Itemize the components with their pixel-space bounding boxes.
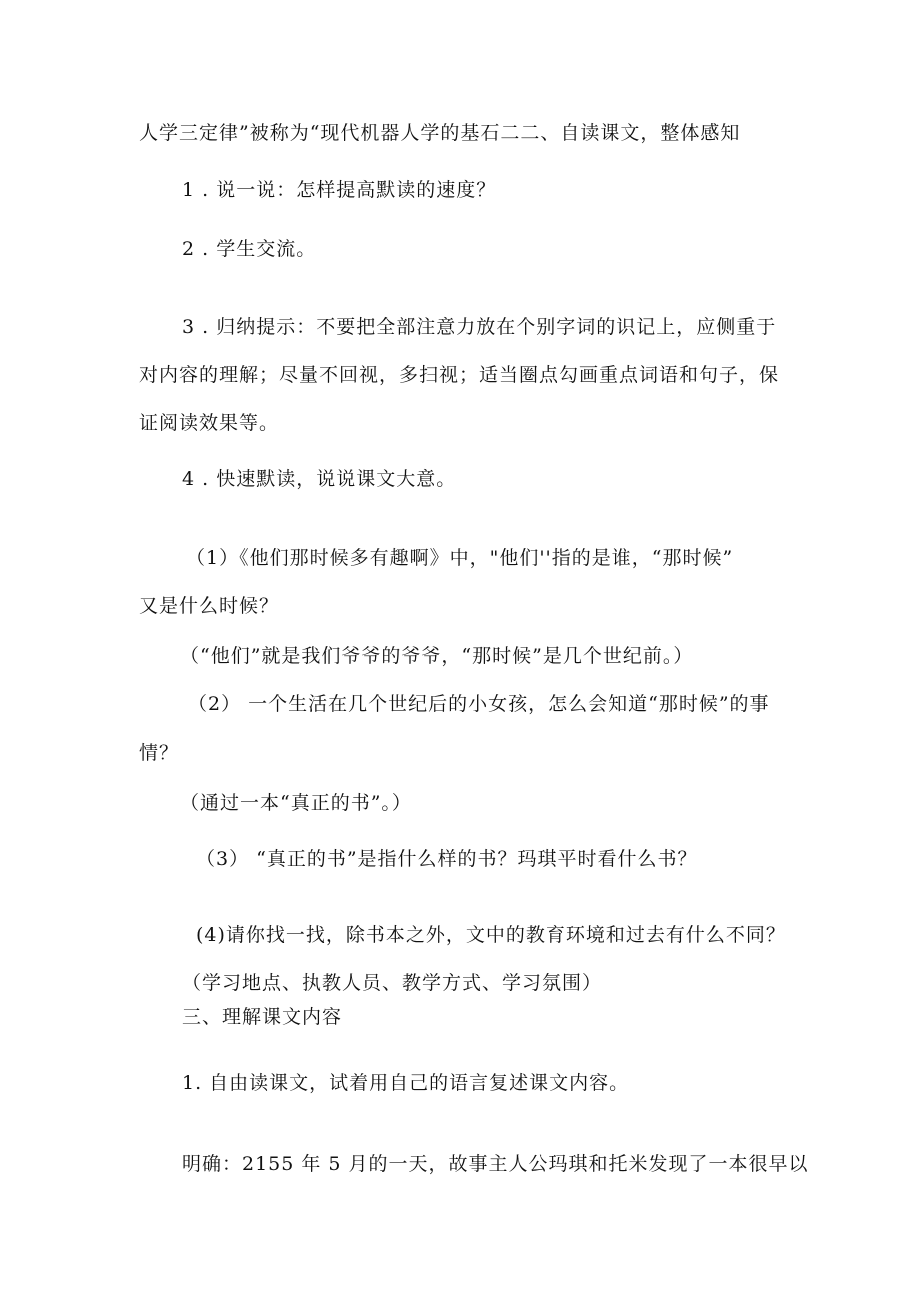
list-item-3-cont-2: 证阅读效果等。 xyxy=(139,412,280,434)
answer-1: （“他们”就是我们爷爷的爷爷，“那时候”是几个世纪前。） xyxy=(180,645,694,667)
section-heading-3: 三、理解课文内容 xyxy=(182,1006,343,1028)
list-item-4: 4 . 快速默读，说说课文大意。 xyxy=(182,468,457,490)
list-item-1: 1 . 说一说：怎样提高默读的速度？ xyxy=(182,179,497,201)
answer-2: （通过一本“真正的书”。） xyxy=(180,792,412,814)
question-2-cont: 情？ xyxy=(139,742,180,764)
question-3: （3） “真正的书”是指什么样的书？玛琪平时看什么书？ xyxy=(196,848,698,870)
list-item-2: 2 . 学生交流。 xyxy=(182,238,317,260)
clarification-paragraph: 明确：2155 年 5 月的一天，故事主人公玛琪和托米发现了一本很早以 xyxy=(182,1153,809,1175)
text-line-continuation: 人学三定律”被称为“现代机器人学的基石二二、自读课文，整体感知 xyxy=(139,122,741,144)
section-3-item-1: 1. 自由读课文，试着用自己的语言复述课文内容。 xyxy=(182,1072,630,1094)
question-4: (4)请你找一找，除书本之外，文中的教育环境和过去有什么不同？ xyxy=(196,924,786,946)
list-item-3-cont-1: 对内容的理解；尽量不回视，多扫视；适当圈点勾画重点词语和句子，保 xyxy=(139,364,780,386)
question-1: （1）《他们那时候多有趣啊》中，"他们''指的是谁，“那时候” xyxy=(186,547,734,569)
question-2: （2） 一个生活在几个世纪后的小女孩，怎么会知道“那时候”的事 xyxy=(188,693,770,715)
answer-4: （学习地点、执教人员、教学方式、学习氛围） xyxy=(182,972,603,994)
list-item-3: 3 . 归纳提示：不要把全部注意力放在个别字词的识记上，应侧重于 xyxy=(182,316,777,338)
question-1-cont: 又是什么时候？ xyxy=(139,595,280,617)
